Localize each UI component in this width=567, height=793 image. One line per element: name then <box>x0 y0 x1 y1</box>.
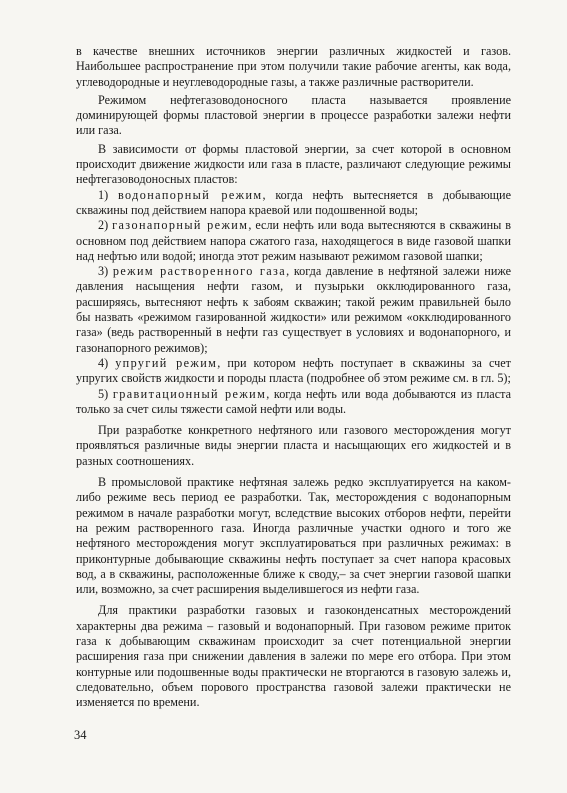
paragraph-definition <box>76 93 511 139</box>
list-number: 1) <box>98 187 118 202</box>
paragraph-text: В зависимости от формы пластовой энергии, за счет которой в основном происходит движение жидкости или газа в пласте, различают следующие режимы нефтегазоводоносных пластов: <box>76 141 511 187</box>
paragraph-text: , при котором нефть поступает в скважины за счет упругих свойств жидкости и породы пласта (подробнее об этом режиме см. в гл. 5); <box>76 355 511 386</box>
paragraph-text: Режимом нефтегазоводоносного пласта называется проявление доминирующей формы пластовой энергии в процессе разработки залежи нефти или газа. <box>76 92 511 138</box>
paragraph-text: При разработке конкретного нефтяного или газового месторождения могут проявляться различные виды энергии пласта и насыщающих его жидкостей и в разных соотношениях. <box>76 423 511 468</box>
paragraph-text: , когда нефть вытесняется в добывающие скважины под действием напора краевой или подошвенной воды; <box>76 187 511 217</box>
term-highlight: гравитационный режим <box>112 386 267 401</box>
paragraph-field-practice <box>76 475 511 597</box>
paragraph-text: , когда нефть или вода добываются из пласта только за счет силы тяжести самой нефти или воды. <box>76 386 511 416</box>
list-item-water-drive <box>76 188 511 219</box>
list-number: 2) <box>98 218 113 233</box>
term-highlight: упругий режим <box>115 355 218 370</box>
list-item-gravity-drive <box>76 387 511 418</box>
list-item-elastic-drive <box>76 356 511 387</box>
paragraph-text: , если нефть или вода вытесняются в скважины в основном под действием напора сжатого газа, находящегося в виде газовой шапки над нефтью или водой; иногда этот режим называют режимом газовой шапки; <box>76 218 511 263</box>
paragraph-text: , когда давление в нефтяной залежи ниже давления насыщения нефти газом, и пузырьки окклюдированного газа, расширяясь, вытесняют нефть к забоям скважин; такой режим правильней было бы назвать «режимом газированной жидкости» или режимом «окклюдированного газа» (ведь растворенный в нефти газ существует в условиях и водонапорного, и газонапорного режимов); <box>76 264 512 355</box>
page-number: 34 <box>74 728 87 742</box>
paragraph-intro-continuation <box>76 44 511 90</box>
list-number: 4) <box>98 355 116 370</box>
paragraph-modes-intro <box>76 142 511 188</box>
paragraph-text: в качестве внешних источников энергии различных жидкостей и газов. Наибольшее распространение при этом получили такие рабочие агенты, как вода, углеводородные и неуглеводородные газы, а также различные растворители. <box>76 44 511 89</box>
list-item-gas-cap-drive <box>76 218 511 264</box>
paragraph-gas-fields <box>76 603 511 710</box>
term-highlight: газонапорный режим <box>112 218 249 233</box>
paragraph-text: Для практики разработки газовых и газоконденсатных месторождений характерны два режима – газовый и водонапорный. При газовом режиме приток газа к добывающим скважинам происходит за счет потенциальной энергии расширения газа при снижении давления в залежи по мере его отбора. При этом контурные или подошвенные воды практически не вторгаются в газовую залежь и, следовательно, объем порового пространства газовой залежи практически не изменяется по времени. <box>76 603 511 710</box>
list-item-solution-gas-drive <box>76 264 511 356</box>
term-highlight: режим растворенного газа <box>112 264 287 279</box>
paragraph-energy-types <box>76 423 511 469</box>
paragraph-text: В промысловой практике нефтяная залежь редко эксплуатируется на каком-либо режиме весь период ее разработки. Так, месторождения с водонапорным режимом в начале разработки могут, вследствие высоких отборов нефти, перейти на режим растворенного газа. Иногда различные участки одного и того же нефтяного месторождения могут эксплуатироваться при различных режимах: в приконтурные добывающие скважины нефть поступает за счет напора красовых вод, а в скважины, расположенные ближе к своду,– за счет энергии газовой шапки или, возможно, за счет расширения выделившегося из нефти газа. <box>76 475 511 597</box>
list-number: 5) <box>98 386 113 401</box>
list-number: 3) <box>98 264 113 279</box>
term-highlight: водонапорный режим <box>117 187 263 202</box>
